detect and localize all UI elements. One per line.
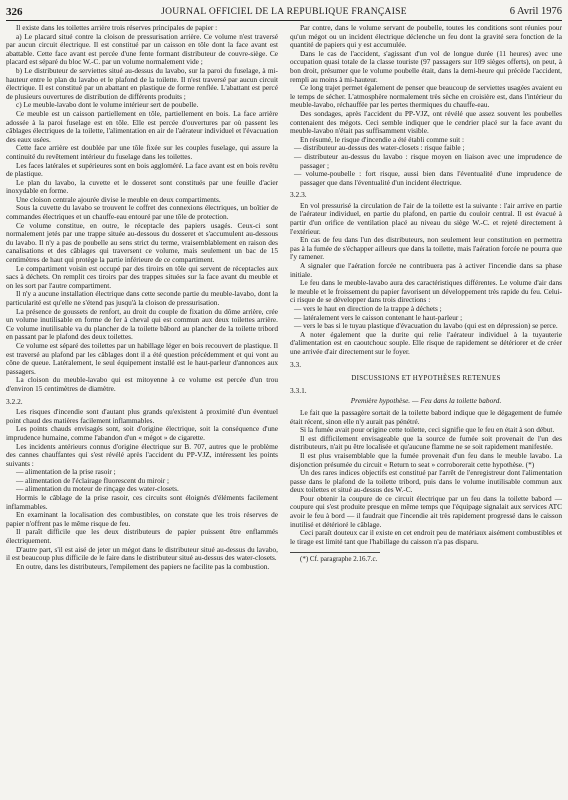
list-item: — vers le haut en direction de la trappe à déchets ; (294, 304, 442, 313)
paragraph: Pour obtenir la coupure de ce circuit électrique par un feu dans la toilette babord — coupure qui s'est produite presque en même temps que l'équipage signalait aux services ATC avoir le feu à bord — il faudrait que l'incendie ait très rapidement progressé dans le caisson inutilisé et détérioré le câblage. (290, 493, 562, 529)
section-title: DISCUSSIONS ET HYPOTHÈSES RETENUES (351, 374, 501, 383)
paragraph: Dans le cas de l'accident, s'agissant d'un vol de longue durée (11 heures) avec une occupation quasi totale de la classe touriste (97 passagers sur 109 sièges offerts), on peut, à bon droit, présumer que le volume poubelle était, dans la demi-heure qui précède l'accident, rempli au moins à mi-hauteur. (290, 48, 562, 84)
journal-title: JOURNAL OFFICIEL DE LA REPUBLIQUE FRANÇAISE (161, 7, 407, 17)
paragraph: Ceci paraît douteux car il existe en cet endroit peu de matériaux aisément combustibles et le tirage est limité tant que l'habillage du caisson n'a pas disparu. (290, 528, 562, 546)
list-item: — alimentation du moteur de rinçage des water-closets. (16, 484, 179, 494)
paragraph: Si la fumée avait pour origine cette toilette, ceci signifie que le feu en était à son début. (300, 425, 555, 435)
list-item: — distributeur au-dessus des water-closets : risque faible ; (294, 143, 465, 153)
paragraph: Sous la cuvette du lavabo se trouvent le coffret des connexions électriques, un boîtier de commandes électriques et un chauffe-eau entouré par une tôle de protection. (6, 203, 278, 222)
paragraph: En cas de feu dans l'un des distributeurs, non seulement leur constitution en permettra pas à la fumée de s'échapper ailleurs que dans la toilette, mais l'aération forcée ne pourra que l'y ramener. (290, 235, 562, 262)
paragraph: D'autre part, s'il est aisé de jeter un mégot dans le distributeur situé au-dessus du lavabo, il est beaucoup plus difficile de le faire dans le distributeur situé au-dessus des water-closets. (6, 544, 278, 563)
paragraph: En examinant la localisation des combustibles, on constate que les trois réserves de papier n'offrent pas le même risque de feu. (6, 510, 278, 528)
paragraph: Un des rares indices objectifs est constitué par l'arrêt de l'enregistreur dont l'alimentation passe dans le plafond de la toilette tribord, puis dans le volume inutilisable commun aux deux toilettes et situé au-dessus des W.-C. (290, 468, 562, 495)
paragraph: Il n'y a aucune installation électrique dans cette seconde partie du meuble-lavabo, dont la particularité est qu'elle ne s'étend pas jusqu'à la cloison de pressurisation. (6, 289, 278, 307)
paragraph: A noter également que la durite qui relie l'aérateur individuel à la tuyauterie d'alimentation est en caoutchouc souple. Elle risque de rapidement se détériorer et de créer une arrivée d'air directement sur le foyer. (290, 329, 562, 356)
paragraph: Les points chauds envisagés sont, soit d'origine électrique, soit la conséquence d'une imprudence humaine, comme l'abandon d'un « mégot » de cigarette. (6, 424, 278, 442)
paragraph: Il paraît difficile que les deux distributeurs de papier puissent être enflammés électriquement. (6, 527, 278, 546)
paragraph: La cloison du meuble-lavabo qui est mitoyenne à ce volume est percée d'un trou d'environ 15 centimètres de diamètre. (6, 375, 278, 393)
paragraph: En résumé, le risque d'incendie a été établi comme suit : (300, 134, 465, 144)
paragraph: Par contre, dans le volume servant de poubelle, toutes les conditions sont réunies pour qu'un mégot ou un incident électrique déclenche un feu dont la gravité sera fonction de la quantité de papiers qui y est accumulée. (290, 24, 562, 50)
footnote-rule (290, 552, 380, 553)
page-number: 326 (6, 6, 23, 18)
page-header (6, 6, 562, 20)
section-number: 3.2.2. (6, 396, 23, 406)
paragraph: En vol pressurisé la circulation de l'air de la toilette est la suivante : l'air arrive en partie de l'aérateur individuel, en partie du plafond, en partie du couloir central. Il est évacué à partir d'un orifice de ventilation placé au niveau du siège W.-C. et rejeté directement à l'extérieur. (290, 200, 562, 236)
paragraph: La présence de goussets de renfort, au droit du couple de fixation du dôme arrière, crée un volume inutilisable en forme de fer à cheval qui est commun aux deux toilettes arrière. Ce volume inutilisable va du plancher de la toilette bâbord au plancher de la toilette tribord en passant par le plafond des deux toilettes. (6, 306, 278, 342)
list-item: — alimentation de l'éclairage fluorescent du miroir ; (16, 475, 170, 485)
issue-date: 6 Avril 1976 (509, 6, 562, 17)
paragraph: b) Le distributeur de serviettes situé au-dessus du lavabo, sur la paroi du fuselage, à mi-hauteur entre le plan du lavabo et le plafond de la toilette. Il n'est traversé par aucun circuit électrique. Il est constitué par un abattant en plastique de forme renflée. L'abattant est percé de plusieurs ouvertures de distribution de différents produits ; (6, 65, 278, 101)
paragraph: a) Le placard situé contre la cloison de pressurisation arrière. Ce volume n'est traversé par aucun circuit électrique. Il est constitué par un caisson en tôle dont la face avant est abattable. Cette face avant est percée d'une fente formant distributeur de couvre-siège. Ce placard est séparé du bloc W.-C. par un volume normalement vide ; (6, 31, 278, 67)
paragraph: A signaler que l'aération forcée ne contribuera pas à activer l'incendie dans sa phase initiale. (290, 261, 562, 279)
paragraph: Une cloison centrale ajourée divise le meuble en deux compartiments. (16, 194, 221, 204)
paragraph: Les faces latérales et supérieures sont en bois aggloméré. La face avant est en bois revêtu de plastique. (6, 160, 278, 179)
paragraph: Hormis le câblage de la prise rasoir, ces circuits sont éloignés d'éléments facilement inflammables. (6, 493, 278, 511)
paragraph: Ce meuble est un caisson partiellement en tôle, partiellement en bois. La face arrière adossée à la paroi fuselage est en tôle. Elle est percée d'ouvertures par où passent les câblages électriques de la toilette, l'alimentation en air de l'aérateur individuel et l'évacuation des eaux usées. (6, 108, 278, 144)
paragraph: Ce volume constitue, en outre, le réceptacle des papiers usagés. Ceux-ci sont normalement jetés par une trappe située au-dessous du dosseret et s'accumulent au-dessous du lavabo. Il n'y a pas de poubelle au sens strict du terme, vraisemblablement en raison des canalisations et des câblages qui traversent ce volume, mais seulement un bac de 15 centimètres de haut qui protège la partie inférieure de ce compartiment. (6, 220, 278, 265)
hypothesis-title: Première hypothèse. — Feu dans la toilette babord. (350, 396, 502, 406)
paragraph: Il existe dans les toilettes arrière trois réserves principales de papier : (16, 24, 218, 32)
paragraph: Le feu dans le meuble-lavabo aura des caractéristiques différentes. Le volume d'air dans le meuble et le froissement du papier favorisent un développement très rapide du feu. Celui-ci risque de se développer dans trois directions : (290, 278, 562, 305)
paragraph: En outre, dans les distributeurs, l'empilement des papiers ne facilite pas la combustion. (16, 561, 270, 571)
paragraph: Des sondages, après l'accident du PP-VJZ, ont révélé que assez souvent les poubelles contenaient des mégots. Ceci semble indiquer que le cendrier placé sur la face avant du meuble-lavabo n'était pas suffisamment visible. (290, 108, 562, 136)
section-number: 3.3.1. (290, 385, 307, 395)
paragraph: Les risques d'incendie sont d'autant plus grands qu'existent à proximité d'un éventuel point chaud des matières facilement inflammables. (6, 407, 278, 425)
section-number: 3.3. (290, 359, 302, 369)
list-item: — distributeur au-dessus du lavabo : risque moyen en liaison avec une imprudence de passager ; (294, 151, 562, 170)
list-item: — alimentation de la prise rasoir ; (16, 467, 116, 477)
paragraph: Les incidents antérieurs connus d'origine électrique sur B. 707, autres que le problème des cannes chauffantes qui s'est révélé après l'accident du PP-VJZ, intéressent les points suivants : (6, 441, 278, 468)
footnote: (*) Cf. paragraphe 2.16.7.c. (300, 555, 378, 564)
paragraph: Le plan du lavabo, la cuvette et le dosseret sont constitués par une feuille d'acier inoxydable en forme. (6, 177, 278, 196)
paragraph: Le fait que la passagère sortait de la toilette babord indique que le dégagement de fumée était récent, sinon elle n'y aurait pas pénétré. (290, 407, 562, 426)
paragraph: Ce volume est séparé des toilettes par un habillage léger en bois recouvert de plastique. Il est traversé au plafond par les câblages dont il a été question précédemment et qui vont au cône de queue. Latéralement, le seul équipement installé est le haut-parleur d'annonces aux passagers. (6, 340, 278, 376)
paragraph: c) Le meuble-lavabo dont le volume intérieur sert de poubelle. (16, 100, 199, 110)
list-item: — latéralement vers le caisson contenant le haut-parleur ; (294, 312, 463, 322)
list-item: — volume-poubelle : fort risque, aussi bien dans l'éventualité d'une imprudence de passager que dans l'éventualité d'un incident électrique. (294, 169, 562, 187)
paragraph: Le compartiment voisin est occupé par des tiroirs en tôle qui servent de réceptacles aux sacs à déchets. On remplit ces tiroirs par des trappes situées sur la face avant du meuble et on les sort par l'autre compartiment. (6, 263, 278, 290)
paragraph: Ce long trajet permet également de penser que beaucoup de serviettes usagées avaient eu le temps de sécher. L'atmosphère normalement très sèche en croisière est, dans l'intérieur du meuble-lavabo, réchauffée par les pertes thermiques du chauffe-eau. (290, 83, 562, 110)
paragraph: Il est plus vraisemblable que la fumée provenait d'un feu dans le meuble lavabo. La disjonction présumée du circuit « Return to seat » corroborerait cette hypothèse. (*) (290, 450, 562, 469)
list-item: — vers le bas si le tuyau plastique d'évacuation du lavabo (qui est en dépression) se perce. (294, 321, 558, 331)
paragraph: Cette face arrière est doublée par une tôle fixée sur les couples fuselage, qui assure la continuité du revêtement intérieur du fuselage dans les toilettes. (6, 143, 278, 161)
header-rule (6, 20, 562, 21)
paragraph: Il est difficilement envisageable que la source de fumée soit provenait de l'un des distributeurs, n'ait pu être localisée et qu'aucune flamme ne se soit rapidement manifestée. (290, 433, 562, 452)
left-column (6, 24, 278, 796)
section-number: 3.2.3. (290, 190, 307, 200)
right-column (290, 24, 562, 796)
